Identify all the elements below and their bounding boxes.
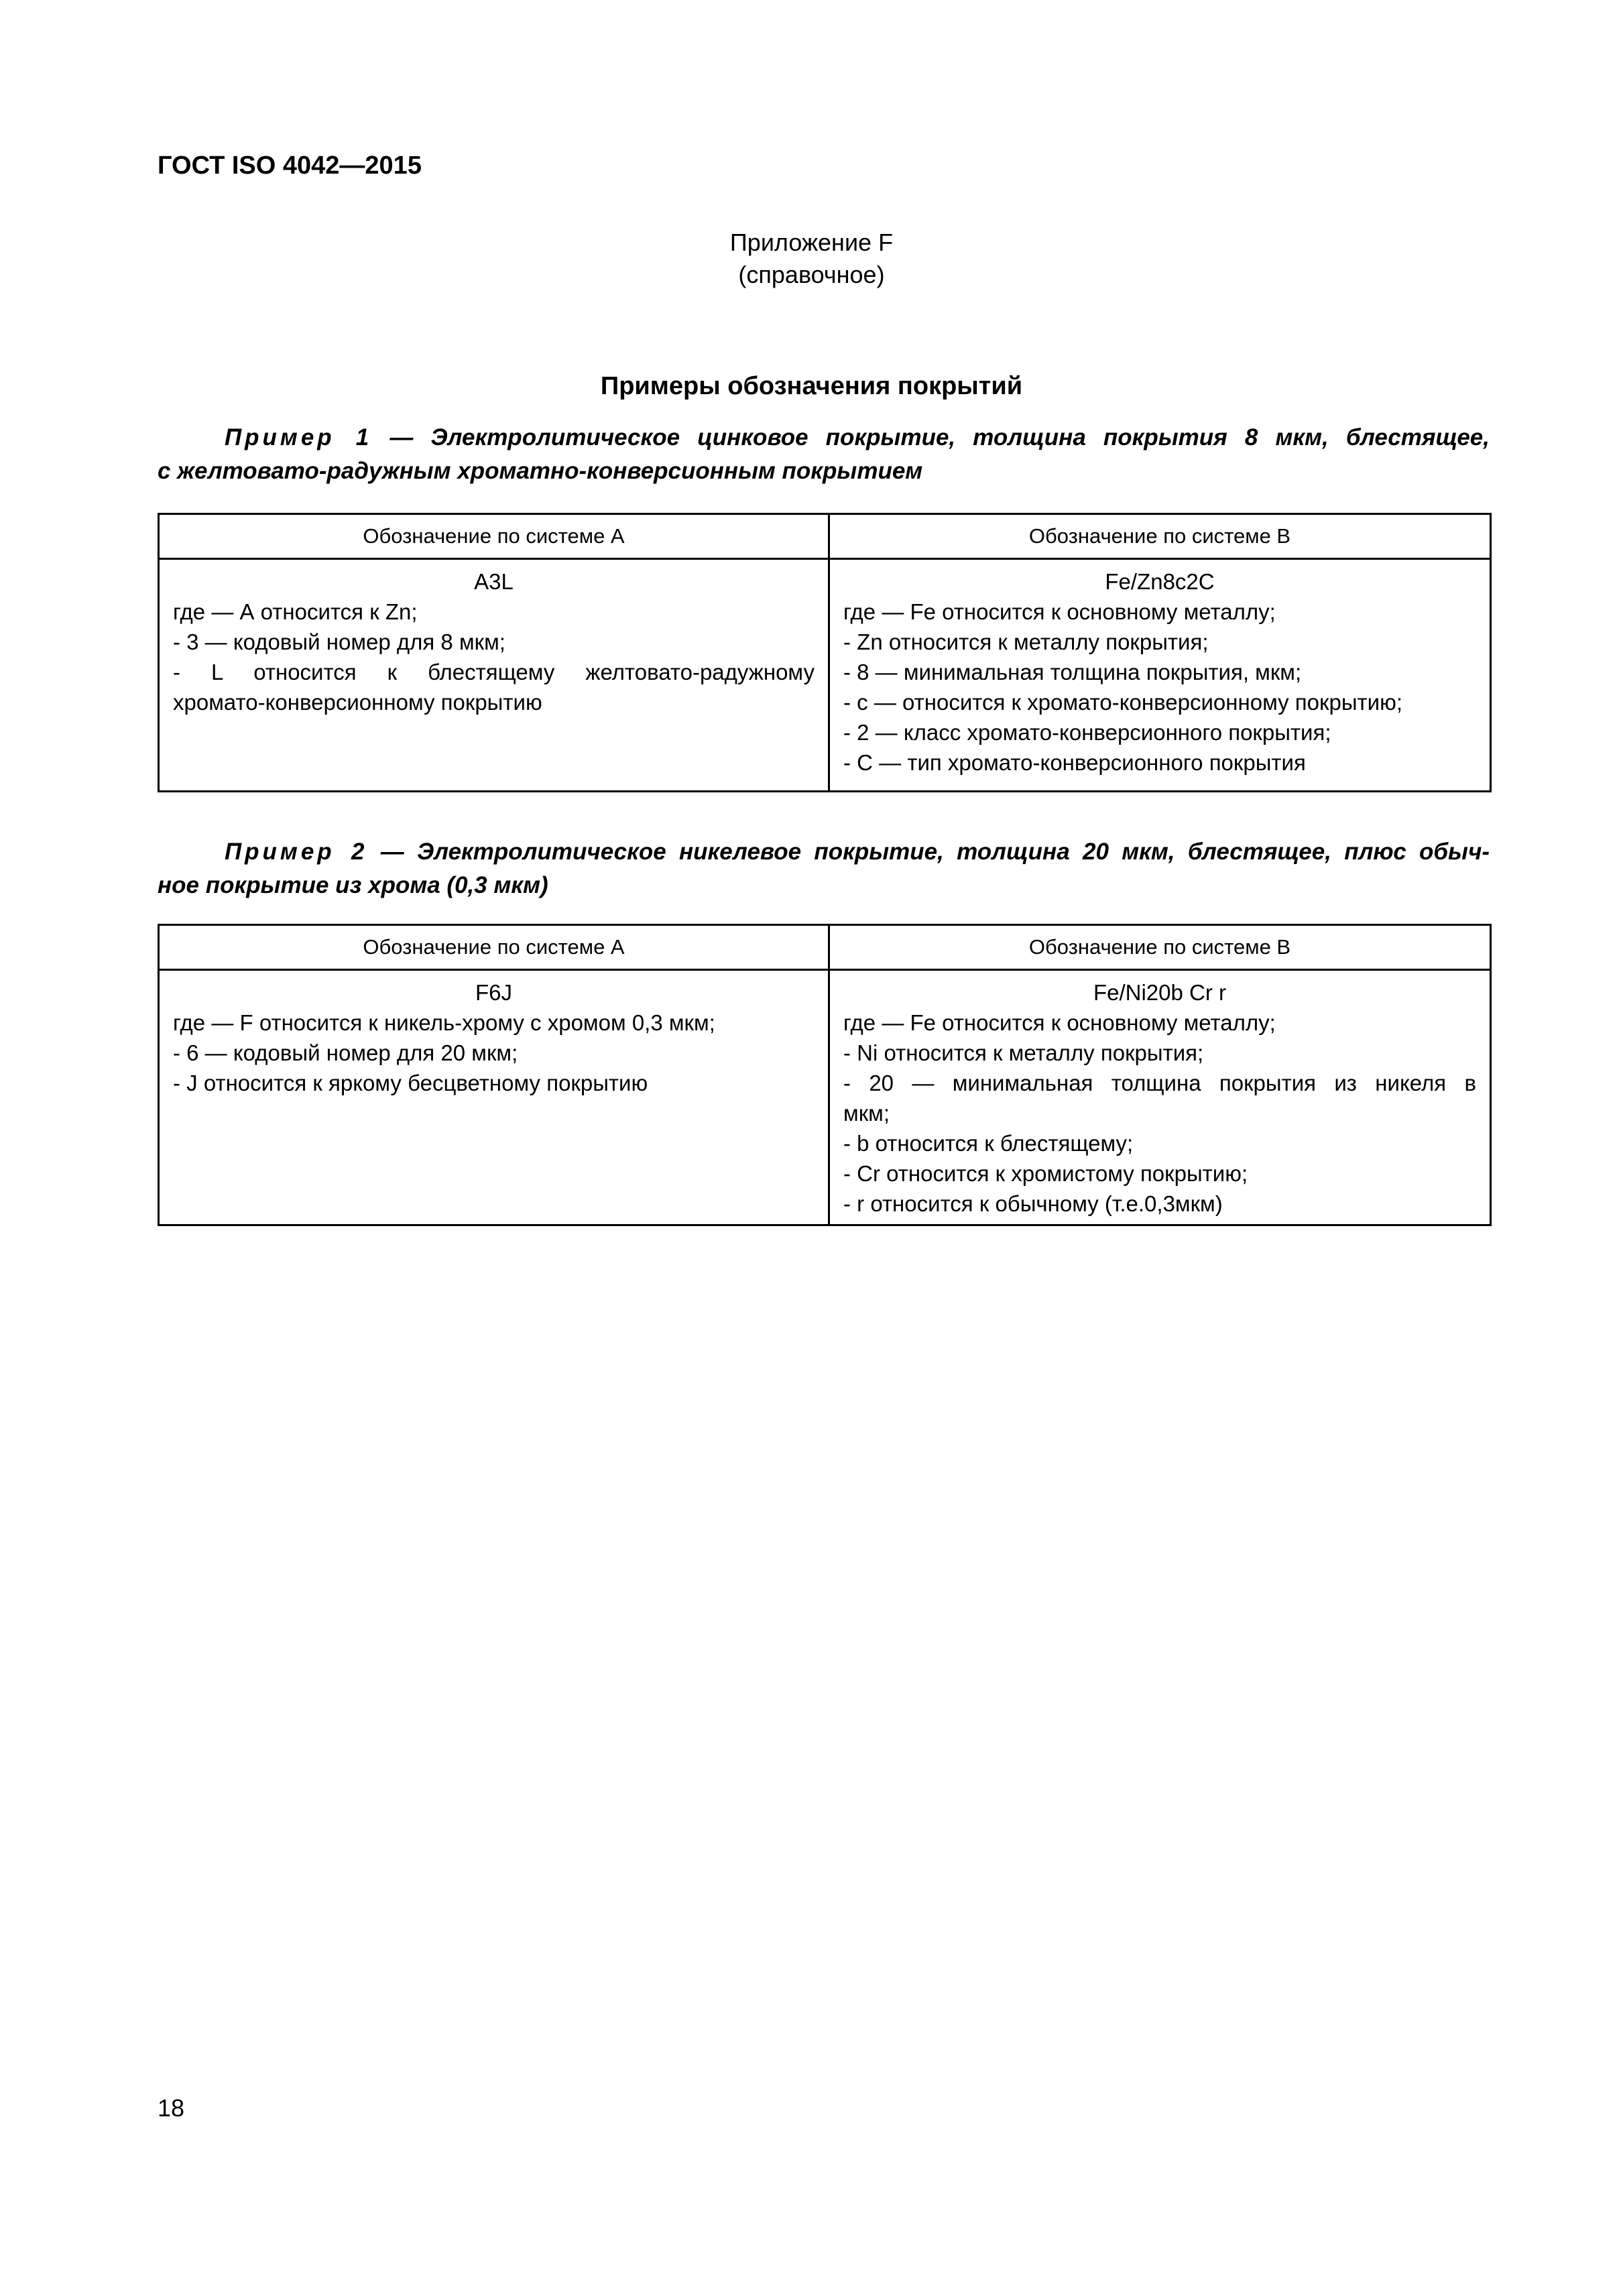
designation-line: - с — относится к хромато-конверсионному покрытию; — [843, 690, 1403, 715]
system-a-cell — [159, 559, 829, 792]
example-2-line-2: ное покрытие из хрома (0,3 мкм) — [158, 872, 548, 898]
designation-line: хромато-конверсионному покрытию — [173, 690, 542, 715]
designation-line: - 3 — кодовый номер для 8 мкм; — [173, 629, 505, 654]
appendix-title: Приложение F — [729, 229, 894, 256]
designation-line: - r относится к обычному (т.е.0,3мкм) — [843, 1191, 1223, 1216]
designation-line: мкм; — [843, 1101, 890, 1126]
table-header-row — [159, 925, 1491, 970]
example-1-text: — Электролитическое цинковое покрытие, толщина покрытия 8 мкм, блестящее, — [372, 424, 1490, 450]
designation-line: - 8 — минимальная толщина покрытия, мкм; — [843, 660, 1302, 684]
designation-line: - b относится к блестящему; — [843, 1131, 1134, 1156]
page-number: 18 — [158, 2094, 185, 2122]
example-2-line-1 — [158, 835, 1490, 869]
example-1-description — [158, 421, 1490, 488]
designation-line: где — F относится к никель-хрому с хромом 0,3 мкм; — [173, 1010, 715, 1035]
designation-code-b: Fe/Zn8c2C — [1105, 569, 1215, 594]
example-1-line-1 — [158, 421, 1490, 455]
designation-line: - 6 — кодовый номер для 20 мкм; — [173, 1040, 518, 1065]
designation-line: - 2 — класс хромато-конверсионного покрытия; — [843, 720, 1331, 745]
designation-line: - Cr относится к хромистому покрытию; — [843, 1161, 1248, 1186]
designation-line: - J относится к яркому бесцветному покрытию — [173, 1071, 648, 1095]
table-header-row — [159, 514, 1491, 559]
system-b-cell — [829, 559, 1491, 792]
example-1-lead: Пример 1 — [225, 424, 373, 450]
system-b-cell — [829, 970, 1491, 1225]
example-2-lead: Пример 2 — [225, 839, 368, 865]
designation-line: где — Fe относится к основному металлу; — [843, 1010, 1276, 1035]
designation-line: - С — тип хромато-конверсионного покрытия — [843, 750, 1306, 775]
table-row — [159, 970, 1491, 1225]
appendix-heading — [0, 227, 1623, 291]
designation-line: - Zn относится к металлу покрытия; — [843, 629, 1209, 654]
column-header-system-b: Обозначение по системе В — [829, 514, 1491, 559]
document-header: ГОСТ ISO 4042—2015 — [158, 152, 422, 180]
example-1-line-2: с желтовато-радужным хроматно-конверсионным покрытием — [158, 458, 923, 484]
table-row — [159, 559, 1491, 792]
column-header-system-a: Обозначение по системе А — [159, 514, 829, 559]
designation-line: - L относится к блестящему желтовато-радужному — [173, 660, 815, 684]
designation-line: где — А относится к Zn; — [173, 599, 418, 624]
column-header-system-a: Обозначение по системе А — [159, 925, 829, 970]
designation-code-a: A3L — [474, 569, 514, 594]
appendix-subtitle: (справочное) — [738, 261, 885, 288]
designation-code-b: Fe/Ni20b Cr r — [1093, 980, 1227, 1005]
example-2-table — [158, 924, 1492, 1226]
example-2-text: — Электролитическое никелевое покрытие, толщина 20 мкм, блестящее, плюс обыч- — [367, 839, 1490, 865]
designation-code-a: F6J — [475, 980, 512, 1005]
example-2-description — [158, 835, 1490, 902]
column-header-system-b: Обозначение по системе В — [829, 925, 1491, 970]
example-1-table — [158, 513, 1492, 792]
section-title: Примеры обозначения покрытий — [600, 372, 1023, 400]
designation-line: - Ni относится к металлу покрытия; — [843, 1040, 1204, 1065]
system-a-cell — [159, 970, 829, 1225]
designation-line: где — Fe относится к основному металлу; — [843, 599, 1276, 624]
designation-line: - 20 — минимальная толщина покрытия из никеля в — [843, 1071, 1476, 1095]
